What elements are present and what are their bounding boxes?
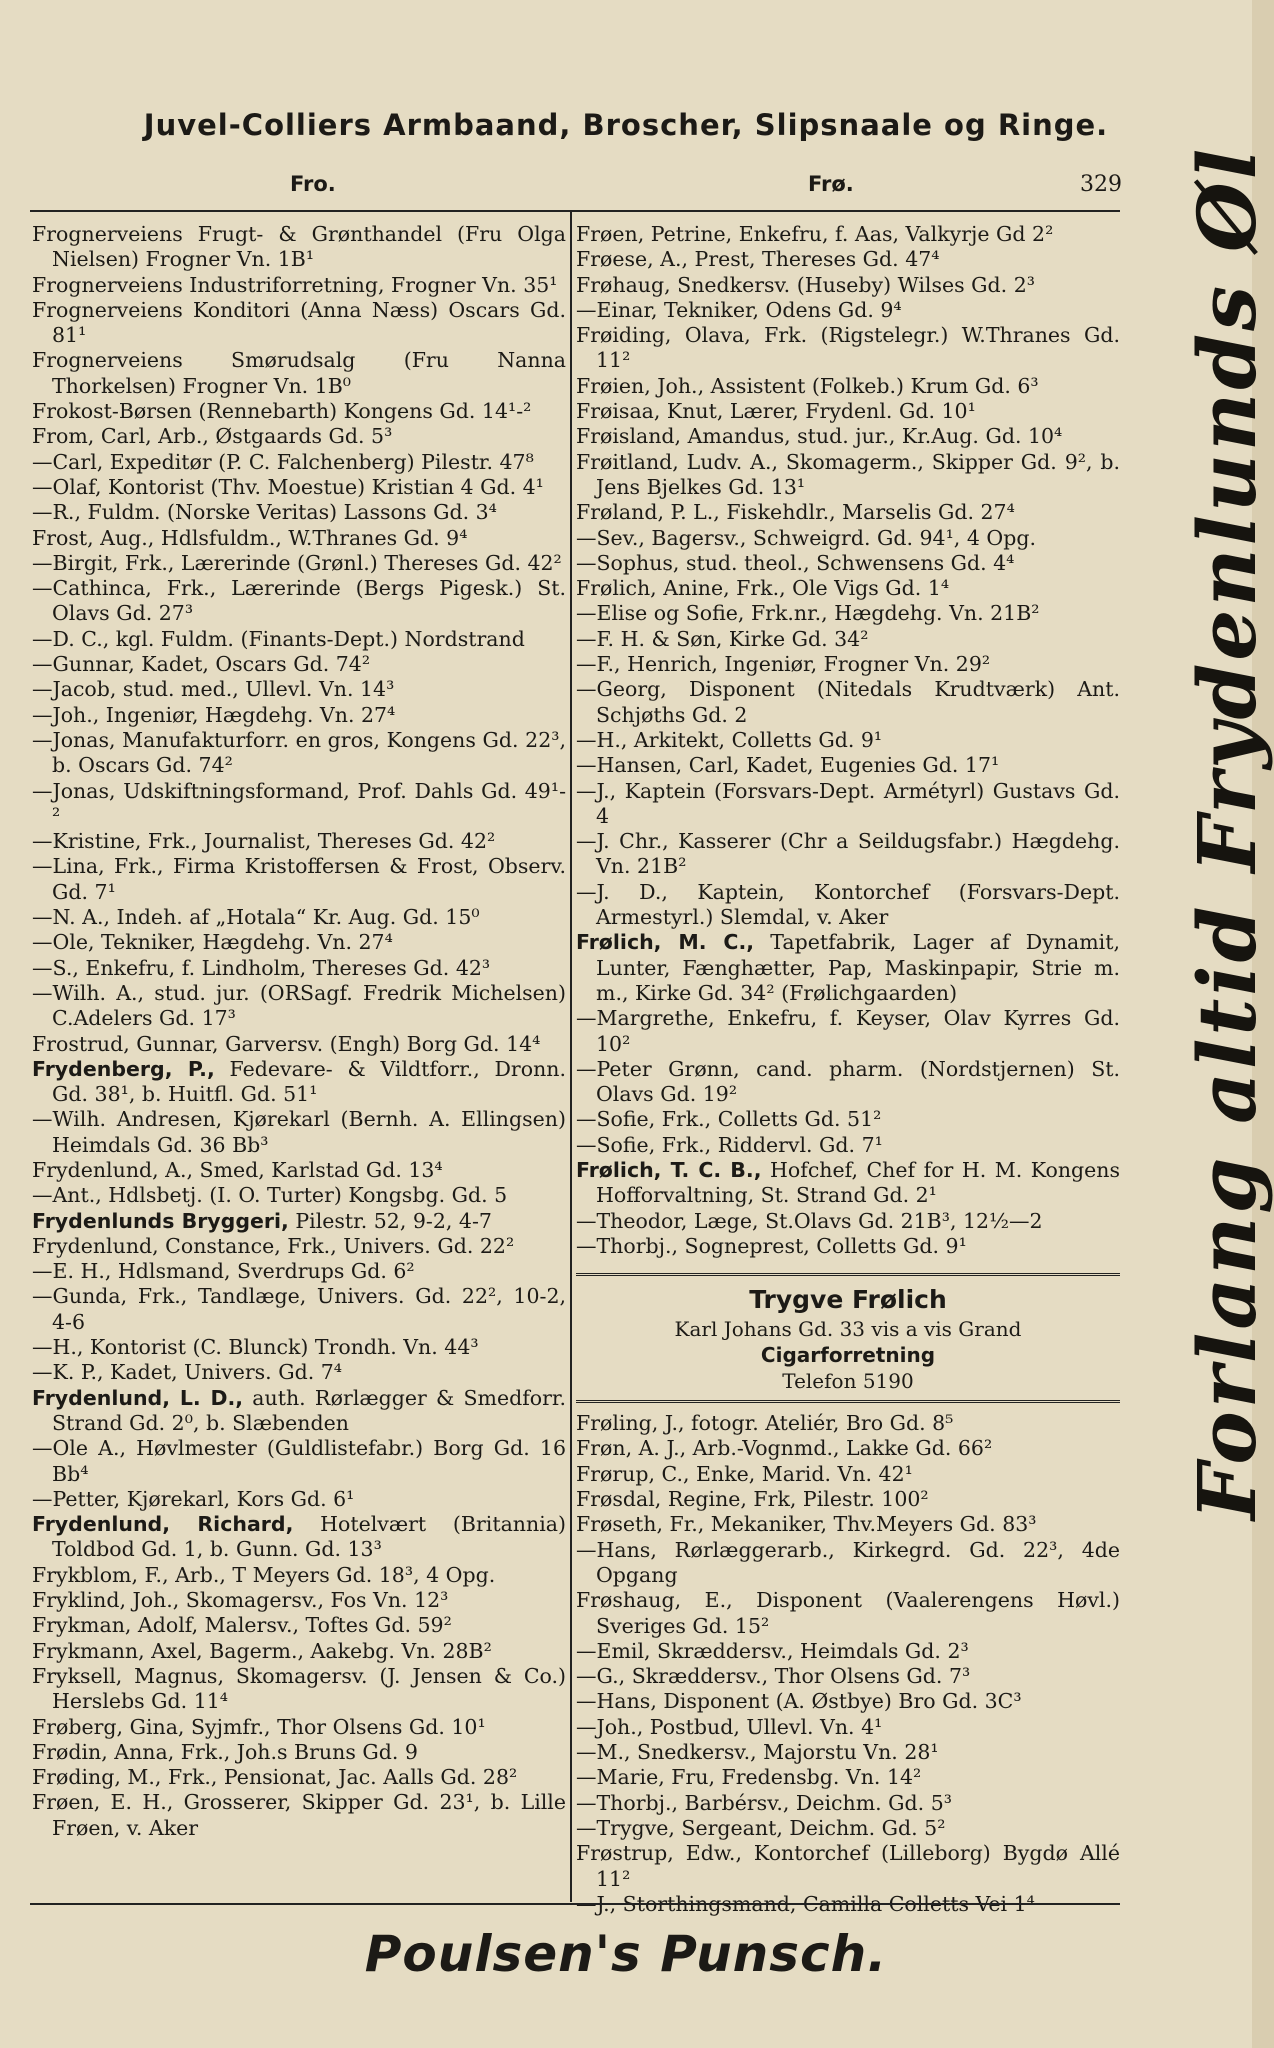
directory-entry	[32, 1765, 566, 1790]
directory-entry	[576, 1057, 1120, 1108]
entry-text: —Carl, Expeditør (P. C. Falchenberg) Pilestr. 47⁸	[32, 449, 534, 474]
directory-entry	[576, 551, 1120, 576]
directory-entry	[576, 1841, 1120, 1892]
entry-bold-name: Frølich, T. C. B.,	[576, 1157, 762, 1182]
directory-entry	[32, 273, 566, 298]
entry-text: —Ole A., Høvlmester (Guldlistefabr.) Borg Gd. 16 Bb⁴	[32, 1436, 566, 1486]
directory-entry	[32, 1563, 566, 1588]
entry-text: Frognerveiens Frugt- & Grønthandel (Fru Olga Nielsen) Frogner Vn. 1B¹	[32, 222, 566, 272]
entry-text: —E. H., Hdlsmand, Sverdrups Gd. 6²	[32, 1259, 415, 1284]
directory-entry	[576, 1715, 1120, 1740]
page-number: 329	[1080, 172, 1122, 197]
entry-text: —Georg, Disponent (Nitedals Krudtværk) Ant. Schjøths Gd. 2	[576, 677, 1120, 727]
entry-text: Frognerveiens Konditori (Anna Næss) Oscars Gd. 81¹	[32, 297, 566, 348]
bottom-rule	[30, 1903, 1120, 1905]
entry-text: Pilestr. 52, 9-2, 4-7	[288, 1208, 492, 1233]
directory-entry	[32, 526, 566, 551]
entry-text: Frognerveiens Smørudsalg (Fru Nanna Thorkelsen) Frogner Vn. 1B⁰	[32, 348, 566, 398]
directory-entry	[576, 753, 1120, 778]
directory-entry	[32, 475, 566, 500]
directory-entry	[576, 1816, 1120, 1841]
entry-text: —J. D., Kaptein, Kontorchef (Forsvars-Dept. Armestyrl.) Slemdal, v. Aker	[576, 879, 1120, 930]
directory-entry	[32, 576, 566, 627]
entry-text: —N. A., Indeh. af „Hotala“ Kr. Aug. Gd. 15⁰	[32, 905, 480, 930]
directory-entry	[32, 1639, 566, 1664]
page-header-advert: Juvel-Colliers Armbaand, Broscher, Slipsnaale og Ringe.	[143, 108, 1109, 142]
directory-entry	[576, 677, 1120, 728]
right-entries-bottom	[576, 1411, 1120, 1917]
directory-entry	[32, 1158, 566, 1183]
directory-entry	[32, 1209, 566, 1234]
advert-business: Cigarforretning	[760, 1343, 936, 1368]
entry-text: —Olaf, Kontorist (Thv. Moestue) Kristian 4 Gd. 4¹	[32, 474, 544, 499]
entry-text: Fryksell, Magnus, Skomagersv. (J. Jensen & Co.) Herslebs Gd. 11⁴	[32, 1663, 566, 1714]
entry-text: Hofchef, Chef for H. M. Kongens Hofforvaltning, St. Strand Gd. 2¹	[596, 1157, 1120, 1208]
right-guide-word: Frø.	[808, 172, 854, 196]
directory-entry	[576, 1639, 1120, 1664]
directory-entry	[32, 1057, 566, 1108]
directory-entry	[32, 1234, 566, 1259]
entry-text: —Hans, Disponent (A. Østbye) Bro Gd. 3C³	[576, 1689, 1022, 1714]
entry-text: —Cathinca, Frk., Lærerinde (Bergs Pigesk.) St. Olavs Gd. 27³	[32, 576, 566, 626]
entry-text: —Ant., Hdlsbetj. (I. O. Turter) Kongsbg. Gd. 5	[32, 1183, 508, 1208]
entry-text: Frøberg, Gina, Syjmfr., Thor Olsens Gd. 10¹	[32, 1714, 486, 1739]
directory-entry	[576, 1411, 1120, 1436]
entry-text: —F. H. & Søn, Kirke Gd. 34²	[576, 626, 869, 651]
entry-text: —Joh., Postbud, Ullevl. Vn. 4¹	[576, 1714, 883, 1739]
entry-text: —Einar, Tekniker, Odens Gd. 9⁴	[576, 297, 902, 322]
entry-text: —Birgit, Frk., Lærerinde (Grønl.) Thereses Gd. 42²	[32, 550, 562, 575]
directory-entry	[576, 576, 1120, 601]
entry-text: Frøen, Petrine, Enkefru, f. Aas, Valkyrje Gd 2²	[576, 222, 1054, 246]
entry-text: —Sophus, stud. theol., Schwensens Gd. 4⁴	[576, 550, 1015, 575]
entry-text: Frokost-Børsen (Rennebarth) Kongens Gd. 14¹-²	[32, 399, 532, 424]
entry-text: —Sofie, Frk., Colletts Gd. 51²	[576, 1107, 882, 1132]
entry-text: —R., Fuldm. (Norske Veritas) Lassons Gd. 3⁴	[32, 500, 497, 525]
column-divider	[570, 212, 572, 1902]
directory-entry	[32, 500, 566, 525]
directory-entry	[32, 1259, 566, 1284]
directory-entry	[576, 627, 1120, 652]
directory-entry	[576, 222, 1120, 247]
directory-entry	[576, 1487, 1120, 1512]
directory-entry	[576, 1791, 1120, 1816]
entry-text: —Marie, Fru, Fredensbg. Vn. 14²	[576, 1765, 922, 1790]
left-guide-word: Fro.	[290, 172, 336, 196]
entry-text: —Wilh. Andresen, Kjørekarl (Bernh. A. Ellingsen) Heimdals Gd. 36 Bb³	[32, 1107, 566, 1157]
entry-text: Frostrud, Gunnar, Garversv. (Engh) Borg Gd. 14⁴	[32, 1031, 541, 1056]
top-rule	[30, 210, 1120, 212]
directory-entry	[576, 526, 1120, 551]
directory-entry	[32, 1613, 566, 1638]
directory-entry	[576, 779, 1120, 830]
entry-text: —J. Chr., Kasserer (Chr a Seildugsfabr.) Hægdehg. Vn. 21B²	[576, 829, 1120, 879]
directory-entry	[32, 1512, 566, 1563]
directory-entry	[32, 1335, 566, 1360]
directory-entry	[32, 956, 566, 981]
entry-text: —M., Snedkersv., Majorstu Vn. 28¹	[576, 1740, 939, 1765]
directory-entry	[32, 1664, 566, 1715]
entry-text: —Lina, Frk., Firma Kristoffersen & Frost, Observ. Gd. 7¹	[32, 854, 566, 904]
entry-text: Frøseth, Fr., Mekaniker, Thv.Meyers Gd. 83³	[576, 1512, 1037, 1537]
entry-text: —Gunnar, Kadet, Oscars Gd. 74²	[32, 652, 371, 677]
directory-entry	[576, 829, 1120, 880]
directory-entry	[32, 424, 566, 449]
directory-entry	[32, 627, 566, 652]
entry-text: Frøiding, Olava, Frk. (Rigstelegr.) W.Thranes Gd. 11²	[576, 323, 1120, 373]
directory-entry	[32, 677, 566, 702]
directory-entry	[576, 1512, 1120, 1537]
directory-entry	[576, 652, 1120, 677]
entry-text: Frøhaug, Snedkersv. (Huseby) Wilses Gd. 2³	[576, 272, 1035, 297]
advert-address: Karl Johans Gd. 33 vis a vis Grand	[674, 1317, 1022, 1342]
directory-entry	[32, 222, 566, 273]
directory-entry	[576, 1209, 1120, 1234]
entry-text: Frøding, M., Frk., Pensionat, Jac. Aalls Gd. 28²	[32, 1765, 518, 1790]
entry-text: —Kristine, Frk., Journalist, Thereses Gd. 42²	[32, 829, 496, 854]
directory-entry	[576, 1107, 1120, 1132]
advert-name: Trygve Frølich	[749, 1285, 947, 1315]
right-column	[576, 222, 1120, 1917]
directory-entry	[576, 273, 1120, 298]
entry-text: —J., Kaptein (Forsvars-Dept. Armétyrl) Gustavs Gd. 4	[576, 778, 1120, 828]
directory-entry	[576, 247, 1120, 272]
entry-text: Frost, Aug., Hdlsfuldm., W.Thranes Gd. 9⁴	[32, 525, 468, 550]
left-column	[32, 222, 566, 1841]
directory-entry	[576, 323, 1120, 374]
entry-text: —Elise og Sofie, Frk.nr., Hægdehg. Vn. 21B²	[576, 601, 1040, 626]
entry-text: Frøisland, Amandus, stud. jur., Kr.Aug. Gd. 10⁴	[576, 424, 1063, 449]
directory-entry	[32, 1436, 566, 1487]
directory-entry	[32, 1107, 566, 1158]
entry-text: Frykman, Adolf, Malersv., Toftes Gd. 59²	[32, 1613, 452, 1638]
side-advert-frydenlunds: Forlang altid Frydenlunds Øl	[1180, 145, 1274, 1520]
directory-entry	[32, 728, 566, 779]
entry-text: Frøen, E. H., Grosserer, Skipper Gd. 23¹, b. Lille Frøen, v. Aker	[32, 1790, 566, 1840]
directory-entry	[576, 1158, 1120, 1209]
directory-entry	[576, 1588, 1120, 1639]
entry-text: Frykblom, F., Arb., T Meyers Gd. 18³, 4 Opg.	[32, 1562, 496, 1587]
entry-text: —Thorbj., Barbérsv., Deichm. Gd. 5³	[576, 1790, 952, 1815]
directory-entry	[576, 450, 1120, 501]
entry-text: Frøland, P. L., Fiskehdlr., Marselis Gd. 27⁴	[576, 500, 1015, 525]
directory-entry	[576, 1538, 1120, 1589]
directory-entry	[576, 728, 1120, 753]
directory-entry	[32, 1183, 566, 1208]
directory-entry	[32, 905, 566, 930]
entry-text: Frøstrup, Edw., Kontorchef (Lilleborg) Bygdø Allé 11²	[576, 1841, 1120, 1891]
footer-advert: Poulsen's Punsch.	[364, 1925, 888, 1983]
directory-entry	[576, 500, 1120, 525]
directory-entry	[576, 298, 1120, 323]
entry-bold-name: Frydenlunds Bryggeri,	[32, 1208, 289, 1233]
directory-entry	[576, 1765, 1120, 1790]
entry-text: —S., Enkefru, f. Lindholm, Thereses Gd. 42³	[32, 955, 491, 980]
entry-text: —K. P., Kadet, Univers. Gd. 7⁴	[32, 1360, 342, 1385]
entry-text: Frøese, A., Prest, Thereses Gd. 47⁴	[576, 247, 940, 272]
entry-text: Frøitland, Ludv. A., Skomagerm., Skipper Gd. 9², b. Jens Bjelkes Gd. 13¹	[576, 449, 1120, 499]
entry-text: —Gunda, Frk., Tandlæge, Univers. Gd. 22², 10-2, 4-6	[32, 1284, 566, 1334]
right-entries-top	[576, 222, 1120, 1259]
directory-entry	[32, 348, 566, 399]
directory-entry	[32, 854, 566, 905]
entry-text: —Trygve, Sergeant, Deichm. Gd. 5²	[576, 1815, 946, 1840]
entry-text: —Jonas, Udskiftningsformand, Prof. Dahls Gd. 49¹-²	[32, 778, 566, 828]
directory-entry	[576, 1462, 1120, 1487]
entry-text: —Ole, Tekniker, Hægdehg. Vn. 27⁴	[32, 930, 393, 955]
directory-entry	[576, 1689, 1120, 1714]
directory-entry	[32, 652, 566, 677]
entry-text: —H., Kontorist (C. Blunck) Trondh. Vn. 44³	[32, 1335, 479, 1360]
entry-text: —D. C., kgl. Fuldm. (Finants-Dept.) Nordstrand	[32, 626, 525, 651]
directory-entry	[32, 930, 566, 955]
directory-entry	[576, 1133, 1120, 1158]
entry-text: —Margrethe, Enkefru, f. Keyser, Olav Kyrres Gd. 10²	[576, 1006, 1120, 1056]
directory-entry	[32, 829, 566, 854]
entry-text: —Jonas, Manufakturforr. en gros, Kongens Gd. 22³, b. Oscars Gd. 74²	[32, 727, 566, 778]
entry-text: —Hans, Rørlæggerarb., Kirkegrd. Gd. 22³, 4de Opgang	[576, 1537, 1120, 1587]
directory-entry	[32, 551, 566, 576]
directory-entry	[576, 930, 1120, 1006]
entry-text: Frognerveiens Industriforretning, Frogner Vn. 35¹	[32, 272, 558, 297]
entry-text: Frøn, A. J., Arb.-Vognmd., Lakke Gd. 66²	[576, 1436, 993, 1461]
entry-text: Fryklind, Joh., Skomagersv., Fos Vn. 12³	[32, 1588, 449, 1613]
directory-entry	[576, 399, 1120, 424]
entry-text: —G., Skræddersv., Thor Olsens Gd. 7³	[576, 1664, 971, 1689]
entry-text: —Emil, Skræddersv., Heimdals Gd. 2³	[576, 1638, 969, 1663]
entry-text: Frøshaug, E., Disponent (Vaalerengens Høvl.) Sveriges Gd. 15²	[576, 1588, 1120, 1638]
directory-entry	[576, 1006, 1120, 1057]
entry-text: —Jacob, stud. med., Ullevl. Vn. 14³	[32, 677, 395, 702]
directory-entry	[32, 1386, 566, 1437]
directory-entry	[32, 703, 566, 728]
trygve-frolich-advert	[576, 1273, 1120, 1403]
entry-text: —Hansen, Carl, Kadet, Eugenies Gd. 17¹	[576, 753, 1000, 778]
entry-text: —Peter Grønn, cand. pharm. (Nordstjernen) St. Olavs Gd. 19²	[576, 1056, 1120, 1107]
entry-text: Frørup, C., Enke, Marid. Vn. 42¹	[576, 1461, 913, 1486]
directory-entry	[32, 981, 566, 1032]
advert-phone: Telefon 5190	[782, 1369, 914, 1394]
entry-text: Frøsdal, Regine, Frk, Pilestr. 100²	[576, 1487, 929, 1512]
entry-text: —J., Storthingsmand, Camilla Colletts Vei 1⁴	[576, 1891, 1035, 1916]
entry-text: —H., Arkitekt, Colletts Gd. 9¹	[576, 727, 883, 752]
directory-entry	[32, 1487, 566, 1512]
entry-bold-name: Frydenberg, P.,	[32, 1056, 215, 1081]
entry-text: —Petter, Kjørekarl, Kors Gd. 6¹	[32, 1486, 355, 1511]
entry-text: Hotelvært (Britannia) Toldbod Gd. 1, b. Gunn. Gd. 13³	[52, 1512, 566, 1562]
entry-bold-name: Frydenlund, Richard,	[32, 1512, 294, 1537]
entry-text: —Wilh. A., stud. jur. (ORSagf. Fredrik Michelsen) C.Adelers Gd. 17³	[32, 980, 566, 1031]
entry-text: Frydenlund, A., Smed, Karlstad Gd. 13⁴	[32, 1157, 443, 1182]
entry-text: Frøisaa, Knut, Lærer, Frydenl. Gd. 10¹	[576, 399, 976, 424]
entry-text: Frøien, Joh., Assistent (Folkeb.) Krum Gd. 6³	[576, 373, 1039, 398]
directory-entry	[32, 779, 566, 830]
directory-entry	[32, 1588, 566, 1613]
entry-text: Frøling, J., fotogr. Ateliér, Bro Gd. 8⁵	[576, 1411, 954, 1436]
entry-text: Tapetfabrik, Lager af Dynamit, Lunter, Fænghætter, Pap, Maskinpapir, Strie m. m., Kirke Gd. 34² (Frølichgaarden)	[596, 930, 1120, 1005]
directory-entry	[576, 1740, 1120, 1765]
directory-entry	[576, 601, 1120, 626]
directory-entry	[32, 298, 566, 349]
entry-text: —Sofie, Frk., Riddervl. Gd. 7¹	[576, 1132, 883, 1157]
directory-entry	[32, 1715, 566, 1740]
entry-text: Frykmann, Axel, Bagerm., Aakebg. Vn. 28B²	[32, 1638, 492, 1663]
directory-entry	[32, 1790, 566, 1841]
entry-text: Frølich, Anine, Frk., Ole Vigs Gd. 1⁴	[576, 576, 950, 601]
directory-entry	[32, 399, 566, 424]
directory-entry	[576, 1234, 1120, 1259]
directory-entry	[576, 880, 1120, 931]
entry-text: Frydenlund, Constance, Frk., Univers. Gd. 22²	[32, 1233, 515, 1258]
entry-text: —Joh., Ingeniør, Hægdehg. Vn. 27⁴	[32, 702, 396, 727]
directory-entry	[32, 450, 566, 475]
directory-entry	[32, 1360, 566, 1385]
directory-entry	[576, 1664, 1120, 1689]
entry-text: Fedevare- & Vildtforr., Dronn. Gd. 38¹, b. Huitfl. Gd. 51¹	[52, 1056, 566, 1107]
directory-entry	[576, 424, 1120, 449]
directory-entry	[32, 1284, 566, 1335]
entry-text: —F., Henrich, Ingeniør, Frogner Vn. 29²	[576, 652, 991, 677]
entry-bold-name: Frydenlund, L. D.,	[32, 1385, 244, 1410]
directory-entry	[576, 1436, 1120, 1461]
entry-text: Frødin, Anna, Frk., Joh.s Bruns Gd. 9	[32, 1739, 418, 1764]
directory-entry	[576, 374, 1120, 399]
entry-bold-name: Frølich, M. C.,	[576, 930, 755, 955]
directory-entry	[32, 1032, 566, 1057]
entry-text: From, Carl, Arb., Østgaards Gd. 5³	[32, 424, 393, 449]
entry-text: —Theodor, Læge, St.Olavs Gd. 21B³, 12½—2	[576, 1208, 1043, 1233]
entry-text: auth. Rørlægger & Smedforr. Strand Gd. 2⁰, b. Slæbenden	[52, 1385, 566, 1435]
directory-entry	[32, 1740, 566, 1765]
entry-text: —Thorbj., Sogneprest, Colletts Gd. 9¹	[576, 1233, 967, 1258]
entry-text: —Sev., Bagersv., Schweigrd. Gd. 94¹, 4 Opg.	[576, 525, 1036, 550]
